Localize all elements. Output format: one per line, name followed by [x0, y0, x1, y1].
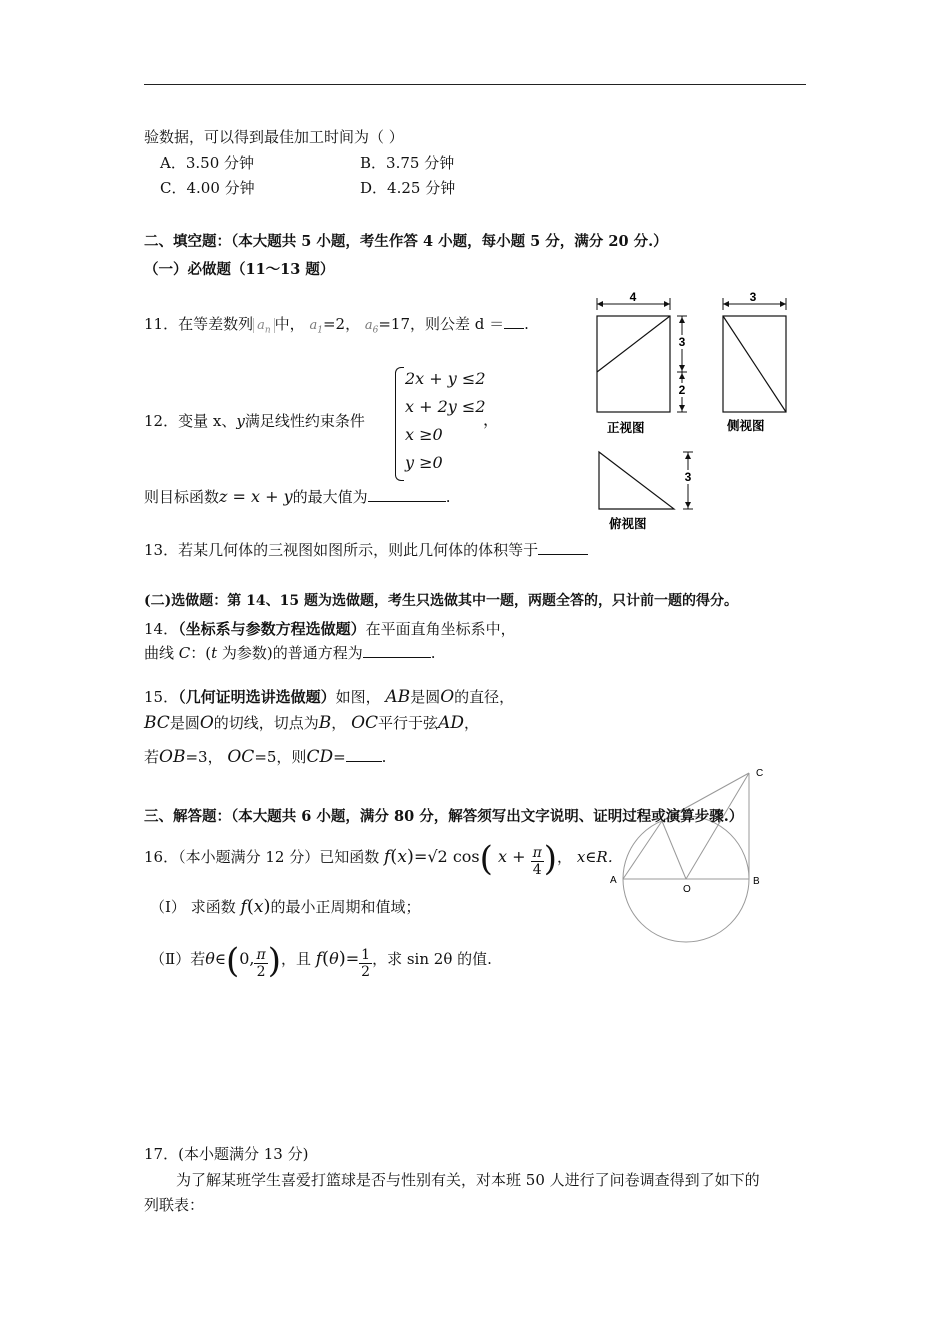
q16-p2-label: （Ⅱ）若 — [150, 950, 206, 968]
q16-p1-pre: 求函数 — [190, 898, 236, 916]
q11-end: . — [524, 315, 529, 333]
front-width-label: 4 — [629, 290, 637, 304]
q17-line1: 为了解某班学生喜爱打篮球是否与性别有关，对本班 50 人进行了问卷调查得到了如下的 — [176, 1171, 760, 1189]
q10-option-d: D．4.25 分钟 — [360, 179, 456, 197]
q15-t2: 是圆 — [410, 688, 441, 706]
q14-line2-b: ：( — [190, 644, 212, 662]
q14-text: 在平面直角坐标系中， — [365, 620, 516, 638]
q12-y: y — [236, 412, 245, 430]
q15-oc: OC — [351, 713, 379, 733]
q15-ab: AB — [385, 687, 411, 707]
q15-t8: ， — [463, 714, 479, 732]
q15-t13: . — [381, 748, 387, 766]
q15-oc2: OC — [227, 747, 255, 767]
q16-in: ∈ — [214, 950, 226, 968]
q16-p2-f: f — [315, 949, 323, 969]
q15-t7: 平行于弦 — [378, 714, 439, 732]
q14-line2-a: 曲线 — [144, 644, 179, 662]
circle-figure — [606, 766, 776, 948]
part2-title: (二)选做题：第 14、15 题为选做题，考生只选做其中一题，两题全答的，只计前一题的得分。 — [144, 593, 738, 609]
q15-answer-blank[interactable] — [346, 747, 382, 762]
top-triangle — [599, 452, 674, 509]
q16-intro: 16．（本小题满分 12 分）已知函数 — [144, 848, 380, 866]
front-bottom-height-label: 2 — [678, 383, 686, 397]
segment-od — [662, 821, 686, 879]
q15-t3: 的直径， — [454, 688, 515, 706]
q16-eq: =√2 cos — [413, 847, 480, 866]
q12-objective: z = x + y — [219, 487, 293, 506]
q16-zero: 0, — [239, 949, 255, 968]
q14-line2 — [144, 642, 436, 663]
q15-ad: AD — [438, 713, 464, 733]
side-view — [723, 290, 786, 433]
q12-constraint-system — [395, 367, 505, 479]
q15-t11: =5，则 — [254, 748, 307, 766]
top-view-label: 俯视图 — [609, 517, 647, 531]
q16-half: $\frac{1}{2}$ — [361, 947, 371, 980]
q16-part1: （Ⅰ） 求函数 f(x)的最小正周期和值域； — [150, 896, 421, 917]
q11-mid: 中， — [274, 315, 305, 333]
q14-curve: C — [178, 644, 191, 662]
q15-o2: O — [199, 713, 214, 733]
q12-line2-mid: 的最大值为 — [292, 488, 368, 506]
q16-domain: x∈R． — [576, 848, 623, 866]
q10-option-a: A．3.50 分钟 — [160, 154, 254, 172]
q14-tag: （坐标系与参数方程选做题） — [178, 620, 366, 638]
q16-part2: （Ⅱ）若θ∈(0, $\frac{\pi}{2}$ )，且 f(θ)= $\frac{1}{2}$ ，求 sin 2θ 的值. — [150, 941, 492, 981]
q16-tail: ， — [557, 848, 573, 866]
q15-line2 — [144, 712, 479, 733]
q12-line2-prefix: 则目标函数 — [144, 488, 220, 506]
q16-p1-f: f — [240, 897, 247, 917]
q12-prefix: 12．变量 x、 — [144, 412, 237, 430]
q16-p2-theta: θ — [329, 949, 339, 968]
q16-theta: θ — [205, 949, 215, 968]
q15-t12: = — [333, 748, 346, 766]
q14-end: . — [430, 644, 436, 662]
q12-end: . — [445, 488, 451, 506]
q10-option-c: C．4.00 分钟 — [160, 179, 255, 197]
point-b-label: B — [753, 876, 760, 887]
q12-answer-blank[interactable] — [368, 487, 446, 502]
header-rule — [144, 84, 806, 85]
q16-p2-tail: ，求 sin 2θ 的值. — [372, 950, 492, 968]
q16-stem: 16．（本小题满分 12 分）已知函数 f(x)=√2 cos( x + $\frac{\pi}{4}$ )， x∈R． — [144, 839, 623, 879]
q12-constraint-4: y ≥0 — [405, 453, 443, 472]
q15-ob: OB — [159, 747, 186, 767]
q15-t1: 如图， — [335, 688, 381, 706]
q15-num: 15． — [144, 688, 179, 706]
q11-a1: $a_1$ — [309, 318, 323, 336]
q15-line3 — [144, 746, 386, 767]
side-width-label: 3 — [749, 290, 757, 304]
q12-constraint-1: 2x + y ≤2 — [405, 369, 486, 388]
q15-bc: BC — [144, 713, 170, 733]
q15-t5: 的切线，切点为 — [213, 714, 319, 732]
chord-ad — [623, 821, 662, 879]
q12-brace — [395, 367, 404, 481]
front-diagonal — [597, 316, 670, 372]
section2-part1: （一）必做题（11～13 题） — [144, 261, 335, 278]
q11-a6-val: =17，则公差 d ＝ — [378, 315, 505, 333]
q17-head: 17．(本小题满分 13 分) — [144, 1145, 309, 1163]
q11-prefix: 11．在等差数列 — [144, 315, 254, 333]
top-height-label: 3 — [684, 470, 692, 484]
q16-p1-label: （Ⅰ） — [150, 898, 186, 916]
q11-seq: $a_n$ — [253, 318, 275, 333]
front-view — [597, 290, 688, 435]
q12-comma: ， — [483, 410, 500, 429]
q14-num: 14． — [144, 620, 179, 638]
q15-b: B — [318, 713, 332, 733]
section2-title: 二、填空题：（本大题共 5 小题，考生作答 4 小题，每小题 5 分，满分 20 分.） — [144, 233, 668, 250]
q11-a6: $a_6$ — [364, 318, 379, 336]
side-diagonal — [723, 316, 786, 412]
q14-line1 — [144, 618, 516, 639]
segment-oc — [686, 773, 749, 879]
section3-title: 三、解答题：（本大题共 6 小题，满分 80 分，解答须写出文字说明、证明过程或演算步骤.） — [144, 808, 744, 825]
q10-stem-tail: 验数据，可以得到最佳加工时间为（ ） — [144, 128, 404, 146]
front-top-height-label: 3 — [678, 335, 686, 349]
point-a-label: A — [610, 875, 617, 886]
q15-line1 — [144, 686, 514, 707]
q12-line2 — [144, 486, 450, 507]
q15-o: O — [440, 687, 455, 707]
q13-text: 13．若某几何体的三视图如图所示，则此几何体的体积等于 — [144, 541, 539, 559]
q16-f: f — [384, 847, 391, 867]
q15-t4: 是圆 — [169, 714, 200, 732]
q16-p1-x: x — [253, 897, 264, 917]
q16-pi-over-4: $\frac{\pi}{4}$ — [532, 845, 542, 878]
q15-t6: ， — [331, 714, 347, 732]
top-view — [599, 452, 694, 531]
q13 — [144, 539, 588, 560]
point-o-label: O — [683, 884, 691, 895]
q15-tag: （几何证明选讲选做题） — [178, 688, 336, 706]
q11-a1-val: =2， — [322, 315, 361, 333]
point-c-label: C — [756, 768, 764, 779]
side-view-label: 侧视图 — [727, 419, 765, 433]
q17-line2: 列联表： — [144, 1196, 205, 1214]
q14-t: t — [211, 644, 218, 662]
q16-p2-mid: ，且 — [280, 950, 311, 968]
q11-answer-blank[interactable] — [504, 314, 524, 329]
q16-pi-over-2: $\frac{\pi}{2}$ — [256, 947, 266, 980]
q12-line1 — [144, 410, 365, 431]
q12-mid: 满足线性约束条件 — [244, 412, 365, 430]
q16-x: x — [397, 847, 407, 867]
q10-option-b: B．3.75 分钟 — [360, 154, 455, 172]
q11 — [144, 313, 529, 336]
q13-answer-blank[interactable] — [538, 540, 588, 555]
q16-p1-text: 的最小正周期和值域； — [270, 898, 421, 916]
three-view-figure — [590, 290, 805, 535]
q15-cd: CD — [306, 747, 334, 767]
q15-t9: 若 — [144, 748, 160, 766]
q15-t10: =3， — [185, 748, 223, 766]
front-view-label: 正视图 — [607, 421, 645, 435]
q12-constraint-3: x ≥0 — [405, 425, 443, 444]
q12-constraint-2: x + 2y ≤2 — [405, 397, 486, 416]
q14-answer-blank[interactable] — [363, 643, 431, 658]
q14-line2-c: 为参数)的普通方程为 — [217, 644, 363, 662]
